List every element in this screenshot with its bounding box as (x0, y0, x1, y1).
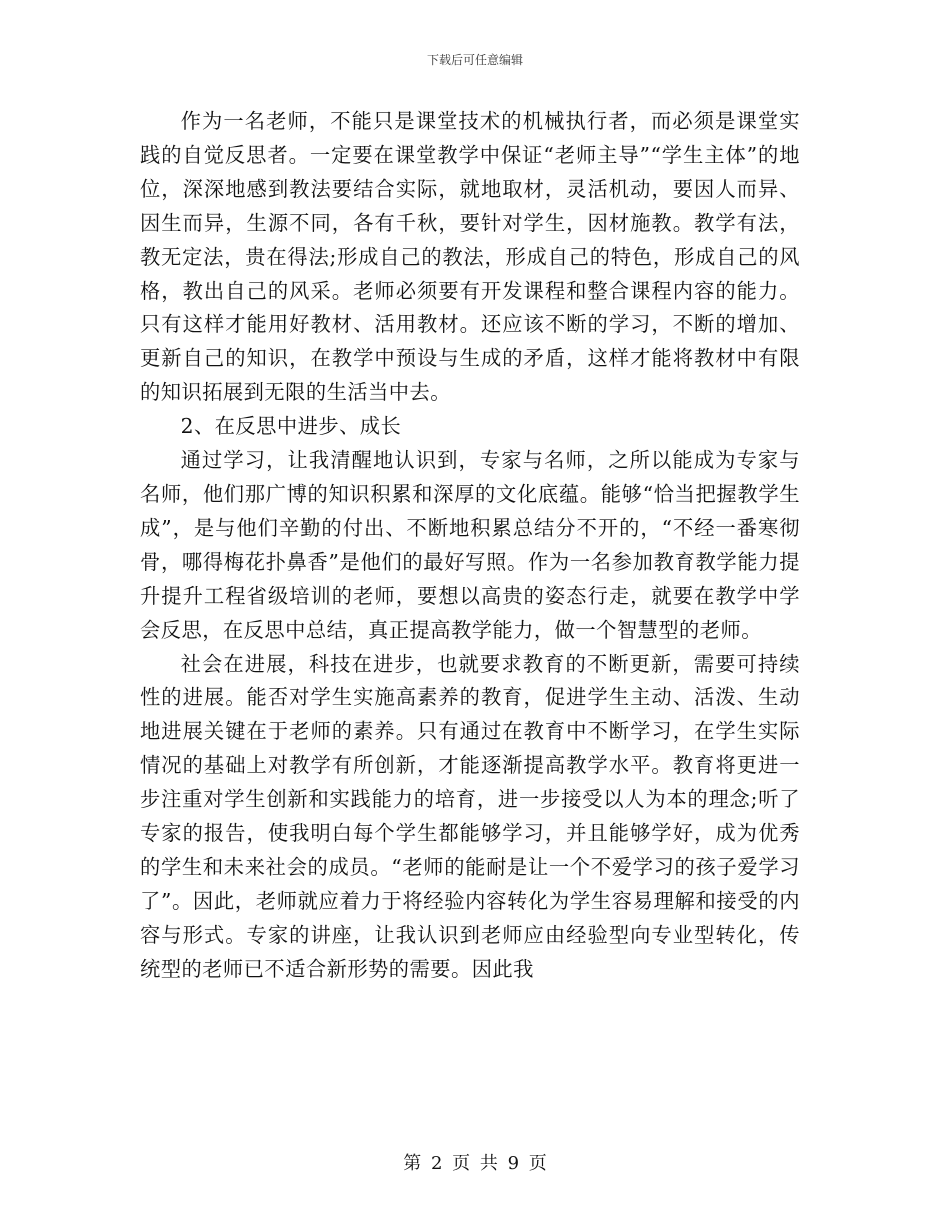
paragraph-society-progress: 社会在进展，科技在进步，也就要求教育的不断更新，需要可持续性的进展。能否对学生实施高素养的教育，促进学生主动、活泼、生动地进展关键在于老师的素养。只有通过在教育中不断学习，在学生实际情况的基础上对教学有所创新，才能逐渐提高教学水平。教育将更进一步注重对学生创新和实践能力的培育，进一步接受以人为本的理念;听了专家的报告，使我明白每个学生都能够学习，并且能够学好，成为优秀的学生和未来社会的成员。“老师的能耐是让一个不爱学习的孩子爱学习了”。因此，老师就应着力于将经验内容转化为学生容易理解和接受的内容与形式。专家的讲座，让我认识到老师应由经验型向专业型转化，传统型的老师已不适合新形势的需要。因此我 (140, 651, 800, 981)
page-header: 下载后可任意编辑 (426, 53, 523, 67)
section-heading-reflection-growth: 2、在反思中进步、成长 (180, 414, 402, 439)
paragraph-reflective-teacher: 作为一名老师，不能只是课堂技术的机械执行者，而必须是课堂实践的自觉反思者。一定要在课堂教学中保证“老师主导”“学生主体”的地位，深深地感到教法要结合实际，就地取材，灵活机动，要因人而异、因生而异，生源不同，各有千秋，要针对学生，因材施教。教学有法，教无定法，贵在得法;形成自己的教法，形成自己的特色，形成自己的风格，教出自己的风采。老师必须要有开发课程和整合课程内容的能力。只有这样才能用好教材、活用教材。还应该不断的学习，不断的增加、更新自己的知识，在教学中预设与生成的矛盾，这样才能将教材中有限的知识拓展到无限的生活当中去。 (140, 109, 800, 405)
paragraph-experts-and-masters: 通过学习，让我清醒地认识到，专家与名师，之所以能成为专家与名师，他们那广博的知识积累和深厚的文化底蕴。能够“恰当把握教学生成”，是与他们辛勤的付出、不断地积累总结分不开的，“不经一番寒彻骨，哪得梅花扑鼻香”是他们的最好写照。作为一名参加教育教学能力提升提升工程省级培训的老师，要想以高贵的姿态行走，就要在教学中学会反思，在反思中总结，真正提高教学能力，做一个智慧型的老师。 (140, 448, 800, 642)
page-number-footer: 第 2 页 共 9 页 (403, 1153, 547, 1174)
document-body (140, 105, 800, 987)
